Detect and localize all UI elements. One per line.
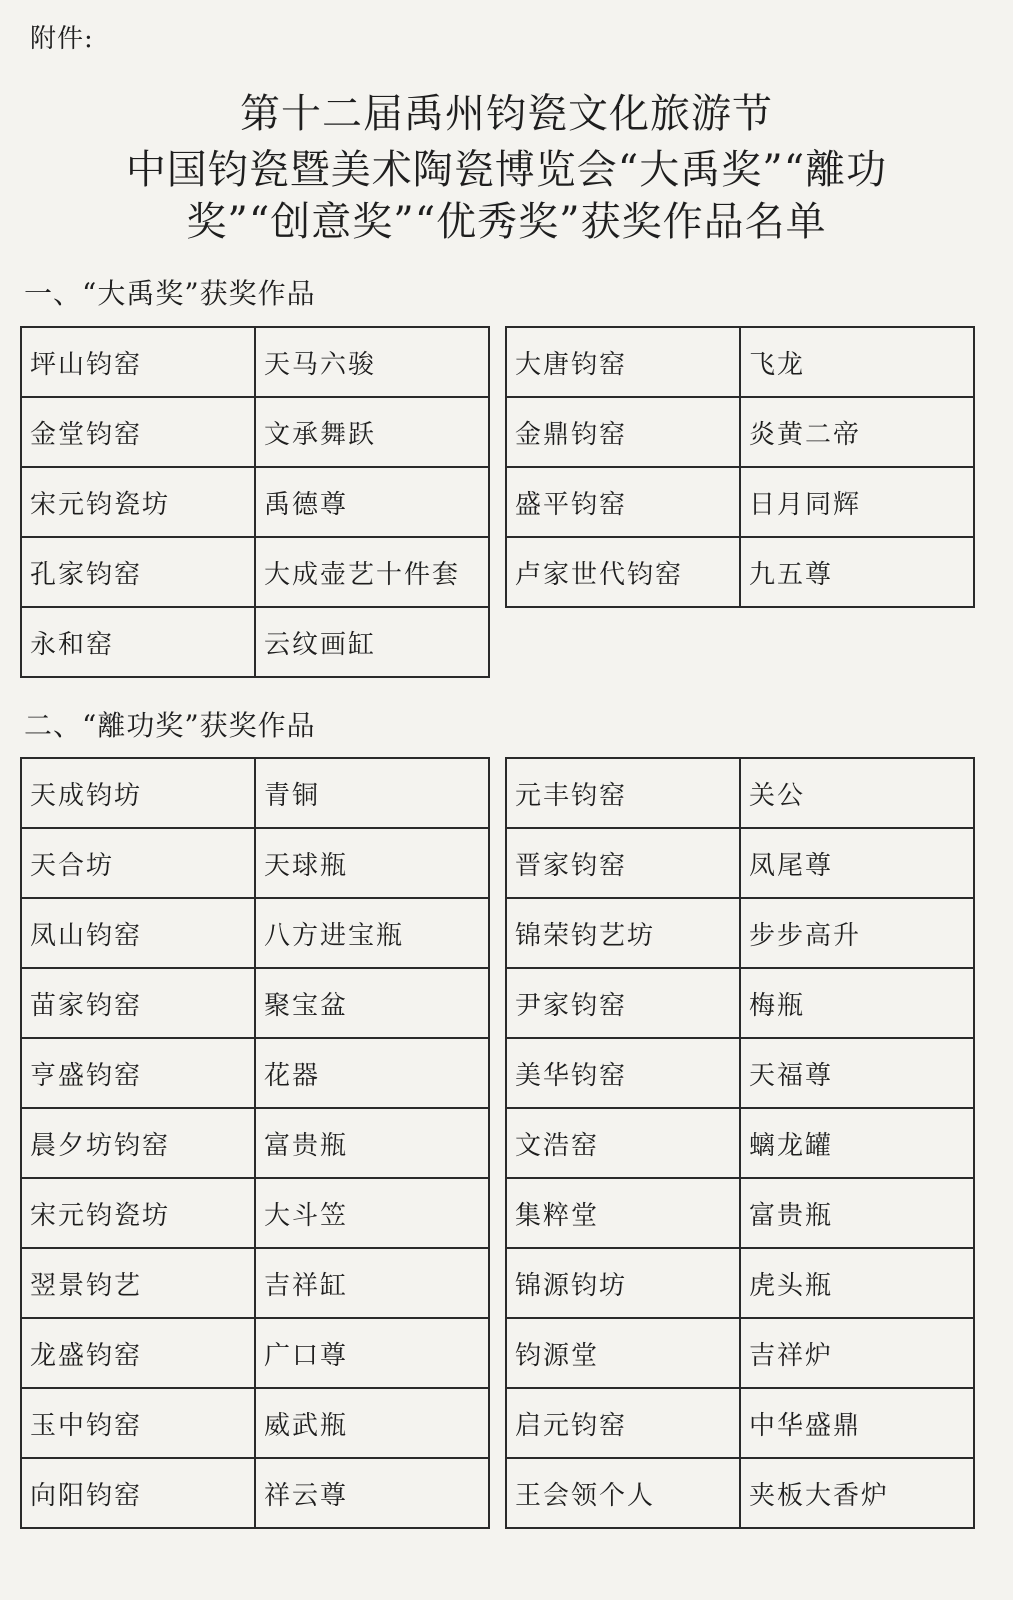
table-row [21,758,489,828]
table-row [506,1178,974,1248]
producer-cell: 晨夕坊钧窑 [21,1108,255,1178]
table-row [21,537,489,607]
producer-cell: 苗家钧窑 [21,968,255,1038]
ligong-award-table-right [505,757,975,1529]
producer-cell: 集粹堂 [506,1178,740,1248]
artwork-cell: 青铜 [255,758,489,828]
producer-cell: 永和窑 [21,607,255,677]
table-row [506,1388,974,1458]
producer-cell: 玉中钧窑 [21,1388,255,1458]
producer-cell: 亨盛钧窑 [21,1038,255,1108]
table-row [21,467,489,537]
artwork-cell: 聚宝盆 [255,968,489,1038]
producer-cell: 凤山钧窑 [21,898,255,968]
title-line-2: 中国钧瓷暨美术陶瓷博览会“大禹奖”“離功 [125,147,888,193]
dayu-award-table-left [20,326,490,678]
producer-cell: 孔家钧窑 [21,537,255,607]
producer-cell: 王会领个人 [506,1458,740,1528]
artwork-cell: 大成壶艺十件套 [255,537,489,607]
artwork-cell: 广口尊 [255,1318,489,1388]
table-row [506,467,974,537]
artwork-cell: 夹板大香炉 [740,1458,974,1528]
table-row [21,1318,489,1388]
artwork-cell: 中华盛鼎 [740,1388,974,1458]
producer-cell: 大唐钧窑 [506,327,740,397]
artwork-cell: 关公 [740,758,974,828]
producer-cell: 翌景钧艺 [21,1248,255,1318]
table-row [21,607,489,677]
table-row [21,1108,489,1178]
producer-cell: 元丰钧窑 [506,758,740,828]
producer-cell: 坪山钧窑 [21,327,255,397]
table-row [506,828,974,898]
artwork-cell: 花器 [255,1038,489,1108]
artwork-cell: 凤尾尊 [740,828,974,898]
table-row [506,1318,974,1388]
table-row [506,758,974,828]
artwork-cell: 梅瓶 [740,968,974,1038]
table-row [506,327,974,397]
producer-cell: 宋元钧瓷坊 [21,1178,255,1248]
artwork-cell: 天球瓶 [255,828,489,898]
artwork-cell: 步步高升 [740,898,974,968]
artwork-cell: 大斗笠 [255,1178,489,1248]
artwork-cell: 虎头瓶 [740,1248,974,1318]
table-row [506,1108,974,1178]
title-line-1: 第十二届禹州钧瓷文化旅游节 [240,91,773,137]
artwork-cell: 富贵瓶 [740,1178,974,1248]
producer-cell: 金堂钧窑 [21,397,255,467]
artwork-cell: 日月同辉 [740,467,974,537]
attachment-label: 附件: [30,24,94,54]
table-row [21,1388,489,1458]
table-row [21,1458,489,1528]
artwork-cell: 八方进宝瓶 [255,898,489,968]
table-row [506,1458,974,1528]
table-row [21,1248,489,1318]
artwork-cell: 禹德尊 [255,467,489,537]
artwork-cell: 飞龙 [740,327,974,397]
table-row [506,898,974,968]
artwork-cell: 威武瓶 [255,1388,489,1458]
producer-cell: 金鼎钧窑 [506,397,740,467]
producer-cell: 龙盛钧窑 [21,1318,255,1388]
artwork-cell: 云纹画缸 [255,607,489,677]
table-row [21,898,489,968]
dayu-award-table-right [505,326,975,608]
producer-cell: 锦源钧坊 [506,1248,740,1318]
producer-cell: 文浩窑 [506,1108,740,1178]
table-row [506,397,974,467]
table-row [21,968,489,1038]
producer-cell: 盛平钧窑 [506,467,740,537]
artwork-cell: 九五尊 [740,537,974,607]
artwork-cell: 天马六骏 [255,327,489,397]
artwork-cell: 吉祥缸 [255,1248,489,1318]
table-row [21,828,489,898]
producer-cell: 启元钧窑 [506,1388,740,1458]
producer-cell: 天成钧坊 [21,758,255,828]
table-row [506,1248,974,1318]
producer-cell: 向阳钧窑 [21,1458,255,1528]
artwork-cell: 炎黄二帝 [740,397,974,467]
artwork-cell: 祥云尊 [255,1458,489,1528]
producer-cell: 宋元钧瓷坊 [21,467,255,537]
producer-cell: 尹家钧窑 [506,968,740,1038]
ligong-award-table-left [20,757,490,1529]
artwork-cell: 富贵瓶 [255,1108,489,1178]
table-row [21,1038,489,1108]
table-row [21,327,489,397]
producer-cell: 天合坊 [21,828,255,898]
table-row [506,968,974,1038]
section-heading-dayu: 一、“大禹奖”获奖作品 [24,277,316,310]
title-line-3: 奖”“创意奖”“优秀奖”获奖作品名单 [186,199,827,245]
section-heading-ligong: 二、“離功奖”获奖作品 [24,709,316,742]
artwork-cell: 吉祥炉 [740,1318,974,1388]
table-row [21,1178,489,1248]
artwork-cell: 螭龙罐 [740,1108,974,1178]
producer-cell: 卢家世代钧窑 [506,537,740,607]
table-row [21,397,489,467]
producer-cell: 钧源堂 [506,1318,740,1388]
artwork-cell: 文承舞跃 [255,397,489,467]
producer-cell: 晋家钧窑 [506,828,740,898]
producer-cell: 美华钧窑 [506,1038,740,1108]
artwork-cell: 天福尊 [740,1038,974,1108]
table-row [506,1038,974,1108]
producer-cell: 锦荣钧艺坊 [506,898,740,968]
table-row [506,537,974,607]
